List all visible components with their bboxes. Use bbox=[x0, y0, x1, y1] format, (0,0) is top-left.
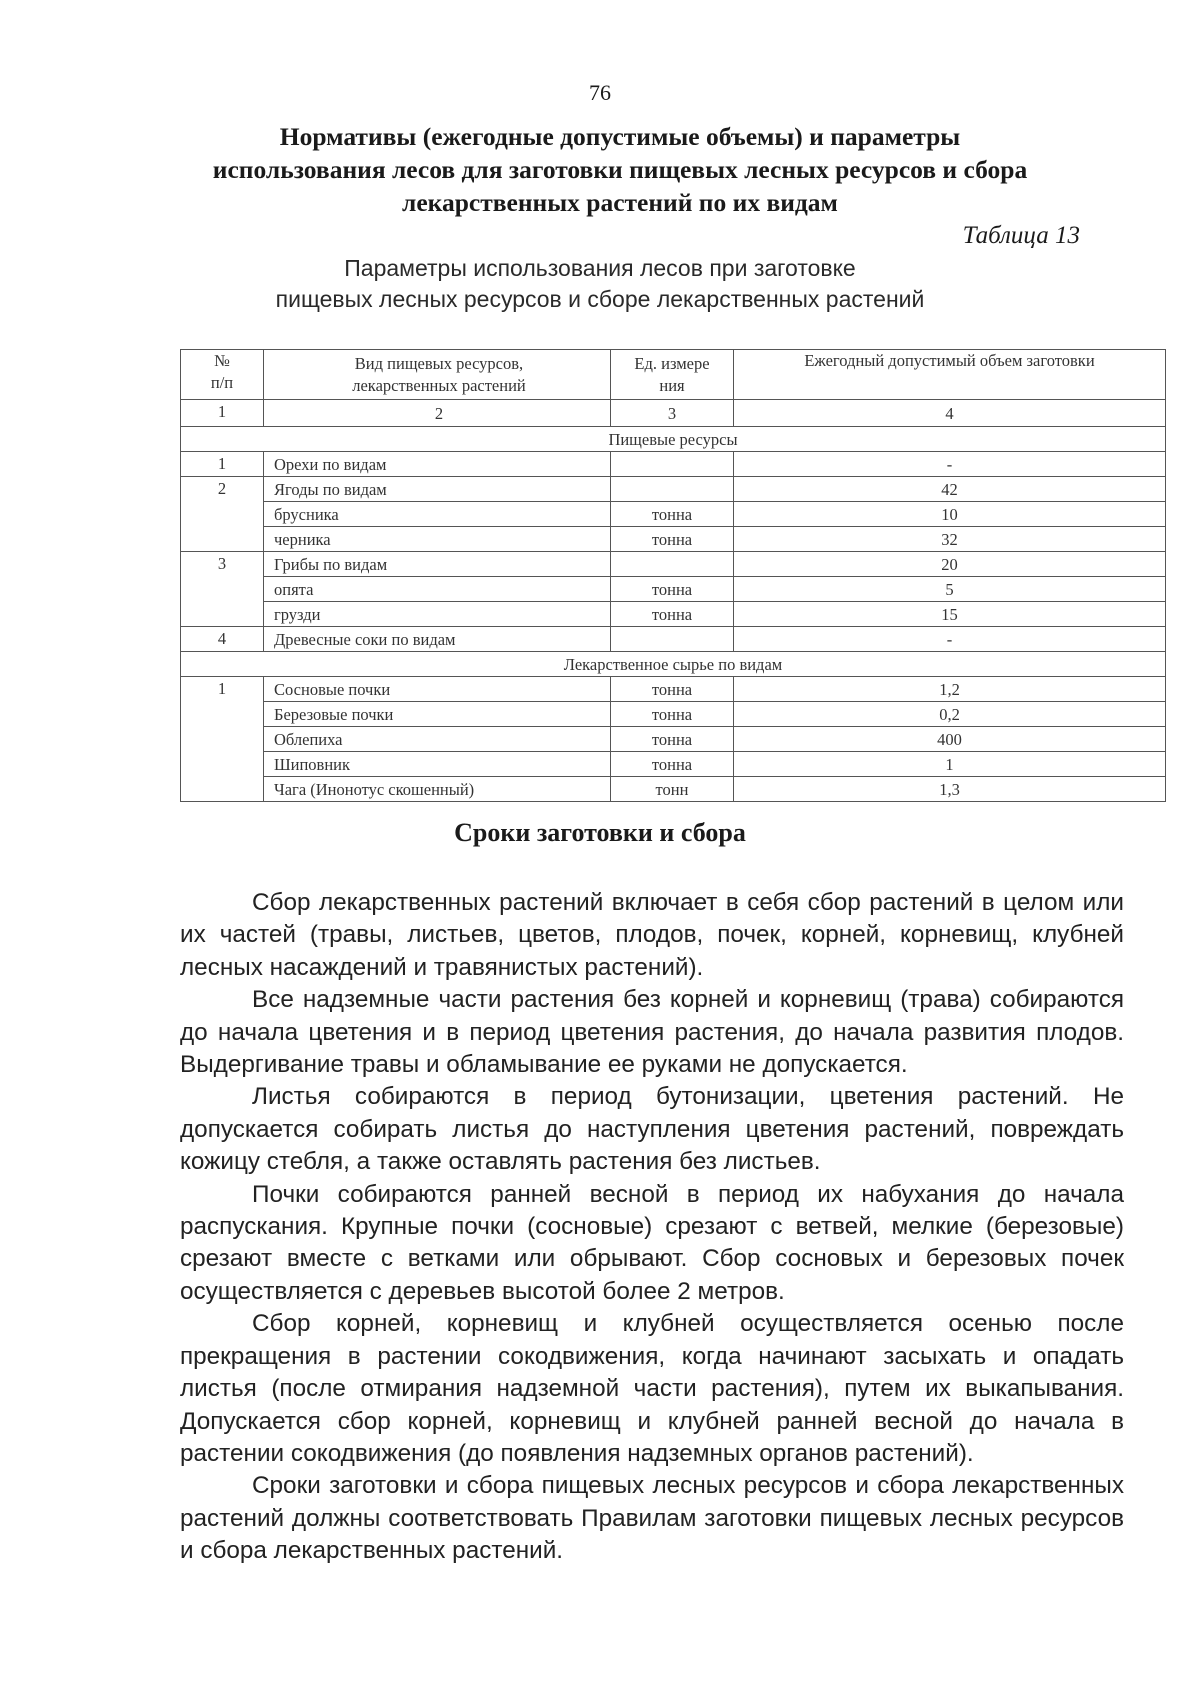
cell-resource: Орехи по видам bbox=[264, 452, 611, 477]
table-row bbox=[181, 527, 1166, 552]
cell-value: 400 bbox=[734, 727, 1166, 752]
cell-number: 4 bbox=[181, 627, 264, 652]
header-unit bbox=[611, 350, 734, 400]
cell-resource: Чага (Инонотус скошенный) bbox=[264, 777, 611, 802]
table-row bbox=[181, 752, 1166, 777]
cell-unit: тонна bbox=[611, 602, 734, 627]
title-line: использования лесов для заготовки пищевых лесных ресурсов и сбора bbox=[212, 155, 1028, 184]
table-row bbox=[181, 552, 1166, 577]
body-text bbox=[180, 887, 1124, 1568]
cell-unit: тонна bbox=[611, 527, 734, 552]
cell-resource: Грибы по видам bbox=[264, 552, 611, 577]
table-row bbox=[181, 677, 1166, 702]
title-line: лекарственных растений по их видам bbox=[402, 188, 838, 217]
paragraph: Сбор лекарственных растений включает в себя сбор растений в целом или их частей (травы, листьев, цветов, плодов, почек, корней, корневищ, клубней лесных насаждений и травянистых растений). bbox=[180, 889, 1124, 981]
paragraph: Сбор корней, корневищ и клубней осуществляется осенью после прекращения в растении сокодвижения, когда начинают засыхать и опадать листья (после отмирания надземной части растения), путем их выкапывания. Допускается сбор корней, корневищ и клубней ранней весной до начала в растении сокодвижения (до появления надземных органов растений). bbox=[180, 1310, 1124, 1467]
cell-unit: тонна bbox=[611, 702, 734, 727]
cell-value: 1,2 bbox=[734, 677, 1166, 702]
cell-resource: Сосновые почки bbox=[264, 677, 611, 702]
cell-value: 20 bbox=[734, 552, 1166, 577]
column-number: 3 bbox=[611, 400, 734, 427]
table-header-row bbox=[181, 350, 1166, 400]
header-text: Вид пищевых ресурсов, bbox=[354, 353, 524, 373]
table-caption bbox=[200, 253, 1000, 315]
cell-unit: тонна bbox=[611, 502, 734, 527]
cell-unit: тонна bbox=[611, 677, 734, 702]
column-number-row bbox=[181, 400, 1166, 427]
paragraph: Все надземные части растения без корней и корневищ (трава) собираются до начала цветения и в период цветения растения, до начала развития плодов. Выдергивание травы и обламывание ее руками не допускается. bbox=[180, 986, 1124, 1079]
cell-resource: Ягоды по видам bbox=[264, 477, 611, 502]
cell-resource: черника bbox=[264, 527, 611, 552]
section-heading: Сроки заготовки и сбора bbox=[454, 818, 746, 847]
header-text: лекарственных растений bbox=[352, 375, 526, 395]
paragraph: Листья собираются в период бутонизации, цветения растений. Не допускается собирать листья до наступления цветения растений, повреждать кожицу стебля, а также оставлять растения без листьев. bbox=[180, 1083, 1124, 1176]
resources-table bbox=[180, 349, 1166, 802]
cell-value: 5 bbox=[734, 577, 1166, 602]
header-resource bbox=[264, 350, 611, 400]
table-row bbox=[181, 702, 1166, 727]
header-number bbox=[181, 350, 264, 400]
header-text: № bbox=[214, 351, 230, 370]
header-text: Ед. измере bbox=[634, 353, 710, 373]
table-label: Таблица 13 bbox=[962, 222, 1080, 249]
cell-number: 3 bbox=[181, 552, 264, 627]
cell-resource: Шиповник bbox=[264, 752, 611, 777]
page-number: 76 bbox=[589, 80, 611, 105]
cell-unit: тонна bbox=[611, 752, 734, 777]
table-row bbox=[181, 577, 1166, 602]
cell-number: 2 bbox=[181, 477, 264, 552]
cell-value: 42 bbox=[734, 477, 1166, 502]
section-row bbox=[181, 427, 1166, 452]
table-row bbox=[181, 477, 1166, 502]
cell-resource: Облепиха bbox=[264, 727, 611, 752]
cell-resource: опята bbox=[264, 577, 611, 602]
cell-unit bbox=[611, 627, 734, 652]
cell-unit: тонна bbox=[611, 727, 734, 752]
cell-value: 0,2 bbox=[734, 702, 1166, 727]
cell-unit bbox=[611, 552, 734, 577]
cell-unit bbox=[611, 477, 734, 502]
header-text: ния bbox=[659, 375, 685, 395]
cell-unit: тонна bbox=[611, 577, 734, 602]
cell-value: - bbox=[734, 627, 1166, 652]
table-row bbox=[181, 777, 1166, 802]
caption-line: Параметры использования лесов при заготовке bbox=[344, 255, 856, 281]
page-title bbox=[170, 120, 1070, 219]
cell-number: 1 bbox=[181, 452, 264, 477]
cell-value: 15 bbox=[734, 602, 1166, 627]
column-number: 2 bbox=[264, 400, 611, 427]
paragraph: Почки собираются ранней весной в период их набухания до начала распускания. Крупные почки (сосновые) срезают с ветвей, мелкие (березовые) срезают вместе с ветками или обрывают. Сбор сосновых и березовых почек осуществляется с деревьев высотой более 2 метров. bbox=[180, 1180, 1124, 1305]
cell-value: 10 bbox=[734, 502, 1166, 527]
cell-resource: брусника bbox=[264, 502, 611, 527]
table-row bbox=[181, 452, 1166, 477]
column-number: 1 bbox=[181, 400, 264, 427]
section-label: Пищевые ресурсы bbox=[181, 427, 1166, 452]
header-text: п/п bbox=[210, 373, 234, 392]
cell-unit bbox=[611, 452, 734, 477]
section-row bbox=[181, 652, 1166, 677]
cell-value: - bbox=[734, 452, 1166, 477]
paragraph: Сроки заготовки и сбора пищевых лесных ресурсов и сбора лекарственных растений должны соответствовать Правилам заготовки пищевых лесных ресурсов и сбора лекарственных растений. bbox=[180, 1472, 1124, 1565]
section-label: Лекарственное сырье по видам bbox=[181, 652, 1166, 677]
cell-value: 1,3 bbox=[734, 777, 1166, 802]
cell-resource: Березовые почки bbox=[264, 702, 611, 727]
table-row bbox=[181, 502, 1166, 527]
caption-line: пищевых лесных ресурсов и сборе лекарственных растений bbox=[275, 286, 925, 312]
cell-unit: тонн bbox=[611, 777, 734, 802]
column-number: 4 bbox=[734, 400, 1166, 427]
cell-value: 32 bbox=[734, 527, 1166, 552]
table-row bbox=[181, 602, 1166, 627]
cell-number: 1 bbox=[181, 677, 264, 802]
cell-resource: грузди bbox=[264, 602, 611, 627]
table-row bbox=[181, 727, 1166, 752]
title-line: Нормативы (ежегодные допустимые объемы) и параметры bbox=[279, 122, 961, 151]
cell-resource: Древесные соки по видам bbox=[264, 627, 611, 652]
header-volume: Ежегодный допустимый объем заготовки bbox=[734, 350, 1166, 400]
table-row bbox=[181, 627, 1166, 652]
cell-value: 1 bbox=[734, 752, 1166, 777]
